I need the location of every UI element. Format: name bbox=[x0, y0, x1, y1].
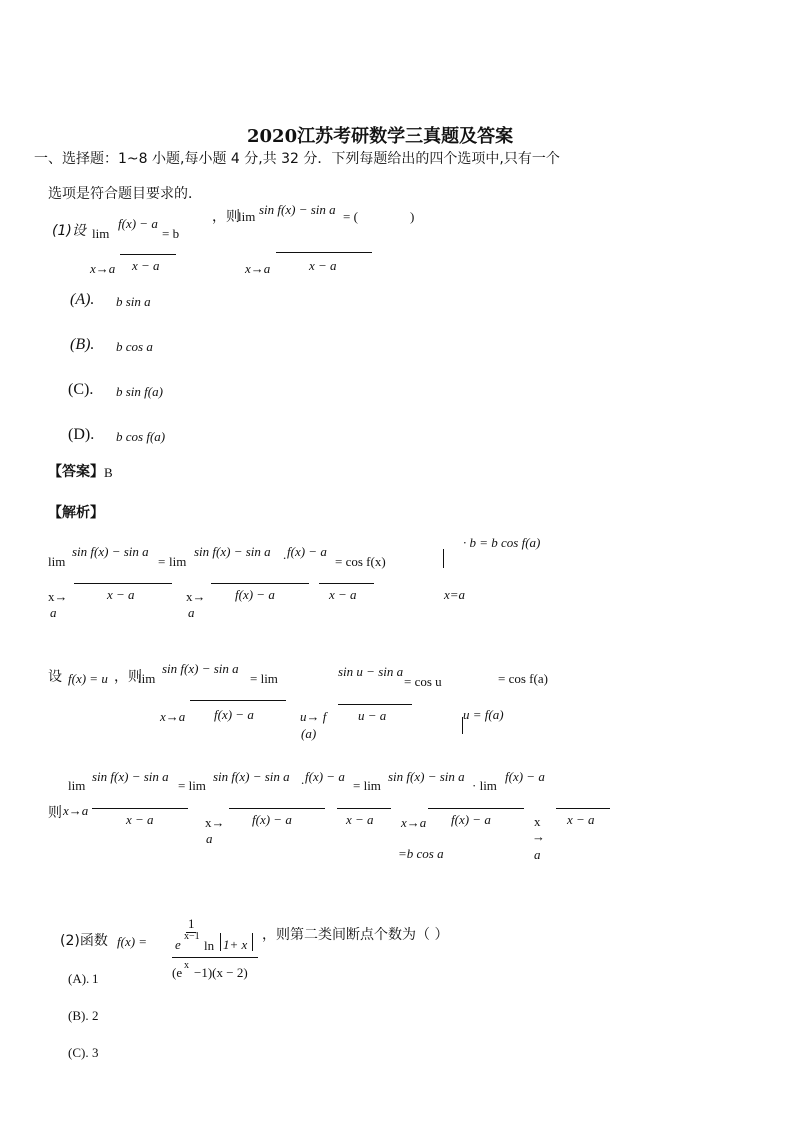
sol1-sub-1-a: a bbox=[50, 605, 57, 620]
sol1-right: · b = b cos f(a) bbox=[463, 535, 541, 550]
sol3-dotlim: · lim bbox=[472, 778, 497, 793]
sol3-bar-3 bbox=[337, 808, 391, 809]
sol3-bar-4 bbox=[428, 808, 524, 809]
sol3-sub-5-a: a bbox=[534, 847, 541, 862]
sol1-bar-2 bbox=[211, 583, 309, 584]
sol3-numerator-3: f(x) − a bbox=[305, 769, 345, 784]
sol2-subst: u = f(a) bbox=[463, 707, 504, 722]
sol1-lim-2: lim bbox=[169, 554, 187, 569]
sol3-denominator-1: x − a bbox=[126, 812, 154, 827]
q1-cond-fraction-bar bbox=[120, 254, 176, 255]
q1-q-lim: lim bbox=[238, 209, 256, 224]
q1-option-c-value: b sin f(a) bbox=[116, 384, 163, 399]
q2-abs-left bbox=[220, 933, 221, 951]
q2-exp: x−1 bbox=[184, 931, 200, 942]
sol3-denominator-2: f(x) − a bbox=[252, 812, 292, 827]
sol3-numerator-5: f(x) − a bbox=[505, 769, 545, 784]
sol2-sub-2b: (a) bbox=[301, 726, 317, 741]
sol2-result: = cos f(a) bbox=[498, 671, 548, 686]
sol3-denominator-4: f(x) − a bbox=[451, 812, 491, 827]
sol3-denominator-3: x − a bbox=[346, 812, 374, 827]
sol1-eq: = bbox=[158, 554, 166, 569]
q1-q-fraction-bar bbox=[276, 252, 372, 253]
sol2-lim: lim bbox=[138, 671, 156, 686]
sol3-numerator-2: sin f(x) − sin a bbox=[213, 769, 290, 784]
q1-option-b-value: b cos a bbox=[116, 339, 153, 354]
sol1-right-sub: x=a bbox=[444, 587, 466, 602]
q1-q-close: ) bbox=[410, 209, 415, 224]
q1-q-numerator: sin f(x) − sin a bbox=[259, 202, 336, 217]
sol1-numerator-2: sin f(x) − sin a bbox=[194, 544, 271, 559]
sol2-denominator-1: f(x) − a bbox=[214, 707, 254, 722]
q2-option-a-label: (A). bbox=[68, 971, 90, 986]
sol3-sub: x→a bbox=[63, 803, 89, 818]
q2-option-b-value: 2 bbox=[92, 1008, 99, 1023]
q1-q-denominator: x − a bbox=[309, 258, 337, 273]
q2-abs-right bbox=[252, 933, 253, 951]
sol3-bar-2 bbox=[229, 808, 325, 809]
q2-den-exp: x bbox=[184, 960, 189, 971]
sol2-numerator-2: sin u − sin a bbox=[338, 664, 404, 679]
q2-option-c-label: (C). bbox=[68, 1045, 89, 1060]
sol3-numerator-4: sin f(x) − sin a bbox=[388, 769, 465, 784]
sol3-then: 则 bbox=[48, 805, 62, 821]
q2-den-rest: −1)(x − 2) bbox=[194, 965, 248, 980]
sol3-sub-4: x→a bbox=[401, 815, 427, 830]
sol3-numerator-1: sin f(x) − sin a bbox=[92, 769, 169, 784]
sol3-sub-2: x→ bbox=[205, 815, 225, 830]
sol3-lim: lim bbox=[68, 778, 86, 793]
sol1-bar-3 bbox=[319, 583, 374, 584]
q2-fx: f(x) = bbox=[117, 934, 148, 949]
sol3-sub-5-arrow: → bbox=[532, 829, 545, 844]
sol3-sub-2-a: a bbox=[206, 831, 213, 846]
sol1-sub-1: x→ bbox=[48, 589, 68, 604]
sol1-bar-1 bbox=[74, 583, 172, 584]
q1-cond-eq: = b bbox=[162, 226, 180, 241]
q2-fraction-bar bbox=[172, 957, 258, 958]
sol2-numerator-1: sin f(x) − sin a bbox=[162, 661, 239, 676]
q2-label: (2)函数 bbox=[60, 933, 108, 949]
sol1-denominator-2: f(x) − a bbox=[235, 587, 275, 602]
sol3-eq-lim-2: = lim bbox=[353, 778, 381, 793]
sol2-eq-cos: = cos u bbox=[404, 674, 442, 689]
q2-option-a-value: 1 bbox=[92, 971, 99, 986]
q1-q-sub: x→a bbox=[245, 261, 271, 276]
sol2-then: ，则 bbox=[114, 669, 142, 685]
sol1-eq-cos: = cos f(x) bbox=[335, 554, 386, 569]
sol2-denominator-2: u − a bbox=[358, 708, 387, 723]
sol1-lim: lim bbox=[48, 554, 66, 569]
q1-then: ，则 bbox=[212, 209, 240, 225]
sol3-bar-5 bbox=[556, 808, 610, 809]
q2-e: e bbox=[175, 937, 181, 952]
q1-option-d-label: (D). bbox=[68, 426, 95, 443]
sol2-bar-2 bbox=[338, 704, 412, 705]
sol1-numerator-1: sin f(x) − sin a bbox=[72, 544, 149, 559]
q1-cond-denominator: x − a bbox=[132, 258, 160, 273]
sol1-denominator-3: x − a bbox=[329, 587, 357, 602]
page-title: 2020江苏考研数学三真题及答案 bbox=[247, 126, 514, 147]
answer-value: B bbox=[104, 465, 113, 480]
sol3-eq-lim: = lim bbox=[178, 778, 206, 793]
q1-q-eq: = ( bbox=[343, 209, 358, 224]
sol3-sub-5-x: x bbox=[534, 814, 541, 829]
q1-option-b-label: (B). bbox=[70, 336, 95, 353]
section-instructions-line2: 选项是符合题目要求的． bbox=[48, 186, 202, 202]
sol2-set: 设 bbox=[48, 669, 62, 685]
q1-cond-numerator: f(x) − a bbox=[118, 216, 158, 231]
sol2-eq-lim: = lim bbox=[250, 671, 278, 686]
q1-option-c-label: (C). bbox=[68, 381, 94, 398]
q2-ln: ln bbox=[204, 938, 215, 953]
sol1-numerator-3: f(x) − a bbox=[287, 544, 327, 559]
sol2-sub-2: u→ f bbox=[300, 709, 327, 724]
q2-den: (e bbox=[172, 965, 183, 980]
q1-cond-sub: x→a bbox=[90, 261, 116, 276]
q2-abs: 1+ x bbox=[223, 937, 248, 952]
sol3-bar-1 bbox=[92, 808, 188, 809]
sol3-dot: . bbox=[301, 772, 305, 787]
q2-tail: ，则第二类间断点个数为（ ） bbox=[262, 927, 449, 943]
q2-one: 1 bbox=[188, 916, 195, 931]
q1-option-a-label: (A). bbox=[70, 291, 95, 308]
section-instructions-line1: 一、选择题：1~8 小题,每小题 4 分,共 32 分．下列每题给出的四个选项中,只有一个 bbox=[34, 151, 560, 167]
sol2-sub-1: x→a bbox=[160, 709, 186, 724]
q1-lim: lim bbox=[92, 226, 110, 241]
sol2-bar-1 bbox=[190, 700, 286, 701]
q1-option-d-value: b cos f(a) bbox=[116, 429, 166, 444]
sol1-denominator-1: x − a bbox=[107, 587, 135, 602]
analysis-label: 【解析】 bbox=[48, 505, 104, 521]
sol1-eval-bar bbox=[443, 549, 444, 568]
q1-label: (1)设 bbox=[52, 223, 86, 239]
sol3-final: =b cos a bbox=[398, 846, 444, 861]
sol1-sub-2-a: a bbox=[188, 605, 195, 620]
sol1-sub-2: x→ bbox=[186, 589, 206, 604]
q2-option-c-value: 3 bbox=[92, 1045, 99, 1060]
sol1-dot: . bbox=[283, 547, 287, 562]
q1-option-a-value: b sin a bbox=[116, 294, 151, 309]
sol2-fxu: f(x) = u bbox=[68, 671, 108, 686]
sol3-denominator-5: x − a bbox=[567, 812, 595, 827]
q2-option-b-label: (B). bbox=[68, 1008, 89, 1023]
answer-label: 【答案】 bbox=[48, 464, 104, 480]
